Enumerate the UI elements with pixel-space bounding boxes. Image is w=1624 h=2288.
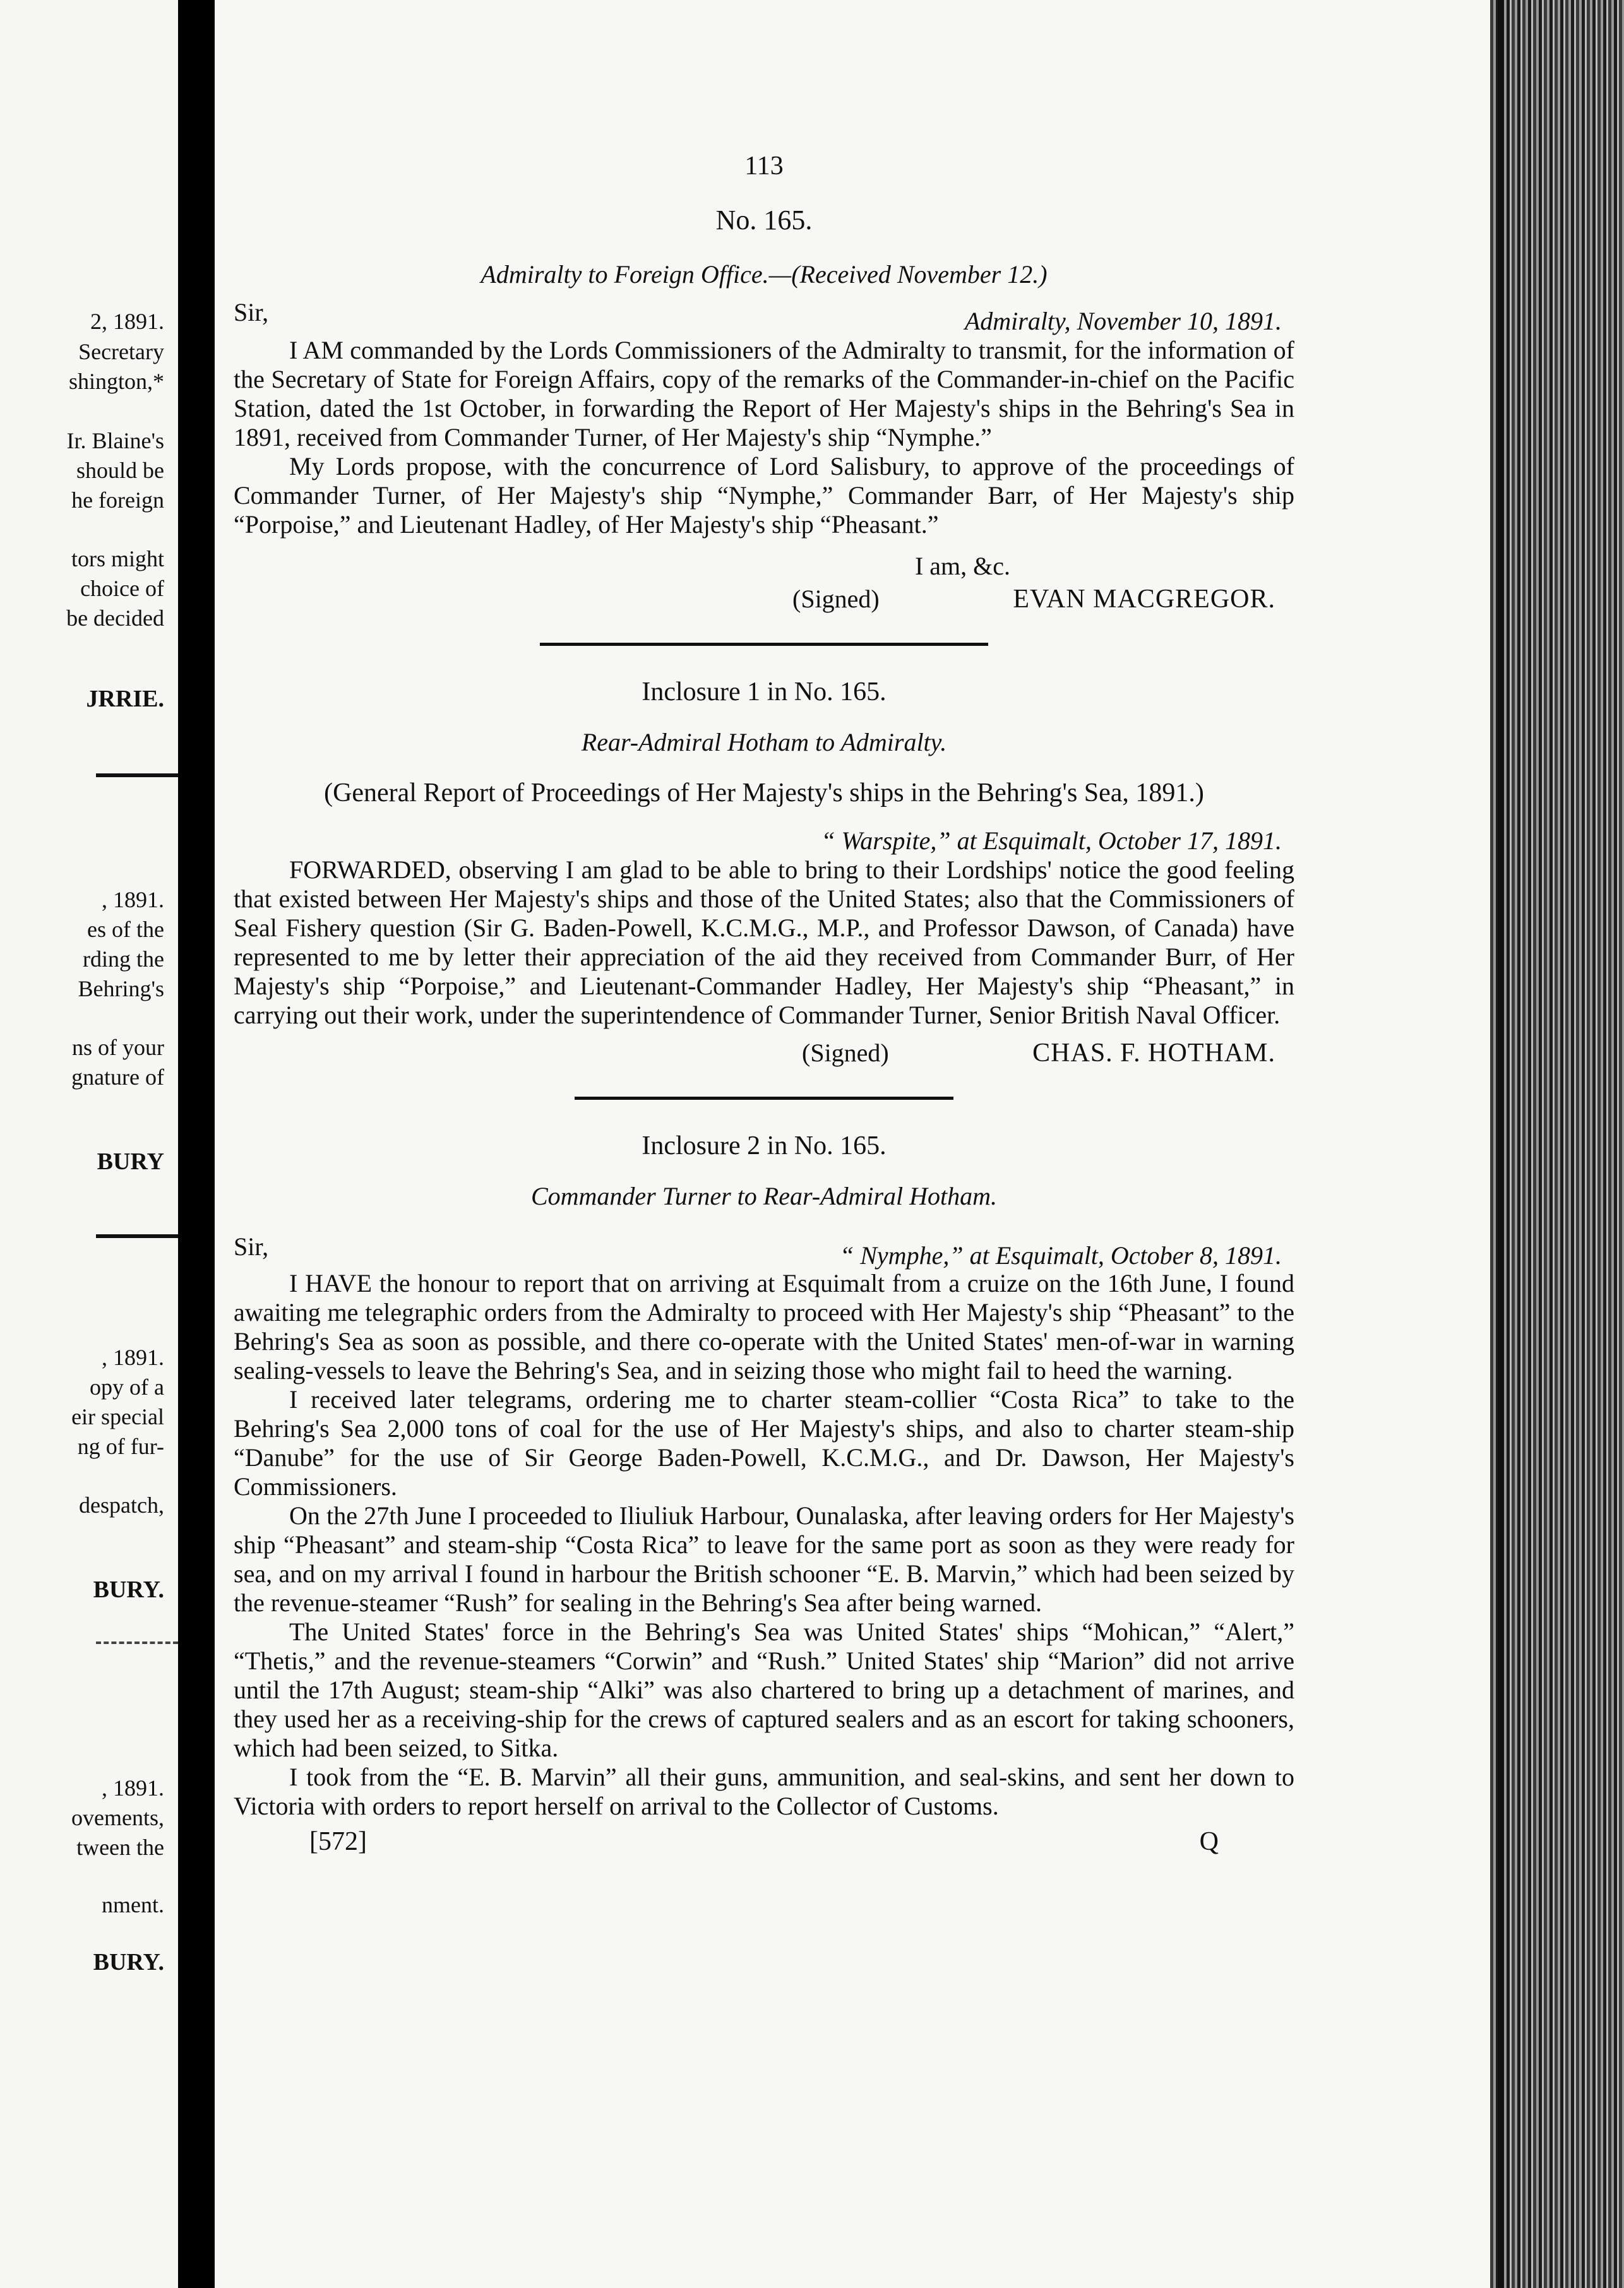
inclosure-heading: Rear-Admiral Hotham to Admiralty. bbox=[581, 728, 947, 756]
print-number: [572] bbox=[309, 1827, 367, 1856]
prev-signature: BURY. bbox=[93, 1576, 164, 1603]
doc165-heading-tail: —(Received November 12.) bbox=[768, 260, 1048, 289]
salutation: Sir, bbox=[234, 298, 269, 326]
doc165-heading-italic: Admiralty to Foreign Office. bbox=[481, 260, 769, 289]
paragraph: FORWARDED, observing I am glad to be able to bring to their Lordships' notice the good feeling that existed between Her Majesty's ships and those of the United States; also that the Commissioners of Seal Fishery question (Sir G. Baden-Powell, K.C.M.G., M.P., and Professor Dawson, of Canada) have represented to me by letter their appreciation of the aid they received from Commander Burr, of Her Majesty's ship “Porpoise,” and Lieutenant-Commander Hadley, Her Majesty's ship “Pheasant,” in carrying out their work, under the superintendence of Commander Turner, Senior British Naval Officer. bbox=[234, 855, 1294, 1029]
paragraph: The United States' force in the Behring's Sea was United States' ships “Mohican,” “Alert,” “Thetis,” and the revenue-steamers “Corwin” and “Rush.” United States' ship “Marion” did not arrive until the 17th August; steam-ship “Alki” was also chartered to bring up a detachment of marines, and they used her as a receiving-ship for the crews of captured sealers and as an escort for taking schooners, which had been seized, to Sitka. bbox=[234, 1618, 1294, 1762]
prev-fragment: he foreign bbox=[71, 487, 164, 513]
previous-page-fragment bbox=[0, 0, 178, 2288]
prev-fragment: es of the bbox=[87, 917, 164, 942]
paragraph: My Lords propose, with the concurrence of Lord Salisbury, to approve of the proceedings of Commander Turner, of Her Majesty's ship “Nymphe,” Commander Barr, of Her Majesty's ship “Porpoise,” and Lieutenant Hadley, of Her Majesty's ship “Pheasant.” bbox=[234, 452, 1294, 539]
prev-fragment: Behring's bbox=[78, 976, 164, 1001]
prev-fragment: nment. bbox=[102, 1892, 164, 1917]
prev-signature: JRRIE. bbox=[86, 686, 164, 712]
dateline-date: at Esquimalt, October 8, 1891. bbox=[963, 1241, 1282, 1270]
paragraph: I HAVE the honour to report that on arriving at Esquimalt from a cruize on the 16th June, I found awaiting me telegraphic orders from the Admiralty to proceed with Her Majesty's ship “Pheasant” to the Behring's Sea as soon as possible, and there co-operate with the United States' men-of-war in warning sealing-vessels to leave the Behring's Sea, and in seizing those who might fail to heed the warning. bbox=[234, 1269, 1294, 1385]
doc165-salutation-line bbox=[234, 298, 1294, 335]
prev-fragment: choice of bbox=[80, 576, 164, 601]
prev-fragment: Ir. Blaine's bbox=[66, 428, 164, 453]
section-rule bbox=[540, 643, 988, 646]
salutation-line bbox=[234, 1232, 1294, 1270]
prev-fragment: should be bbox=[76, 458, 164, 483]
inclosure-title: Inclosure 1 in No. 165. bbox=[642, 677, 887, 706]
page-footer bbox=[234, 1827, 1294, 1859]
document-number: No. 165. bbox=[715, 205, 813, 235]
signed-label: (Signed) bbox=[792, 585, 880, 613]
dateline-place: Admiralty, bbox=[964, 307, 1071, 335]
prev-fragment: rding the bbox=[83, 946, 164, 972]
salutation: Sir, bbox=[234, 1232, 269, 1261]
signature: EVAN MACGREGOR. bbox=[1013, 585, 1275, 614]
dateline bbox=[840, 1241, 1282, 1270]
signature-mark: Q bbox=[1199, 1827, 1219, 1856]
prev-rule bbox=[96, 1234, 178, 1238]
dateline-ship: “ Warspite,” bbox=[821, 826, 951, 855]
closing: I am, &c. bbox=[914, 552, 1010, 580]
prev-fragment: be decided bbox=[66, 605, 164, 631]
prev-fragment: gnature of bbox=[71, 1064, 164, 1090]
prev-signature: BURY. bbox=[93, 1949, 164, 1975]
dateline-date: November 10, 1891. bbox=[1070, 307, 1282, 335]
signed-label: (Signed) bbox=[802, 1039, 889, 1067]
prev-fragment: , 1891. bbox=[102, 1345, 164, 1370]
paragraph: I received later telegrams, ordering me to charter steam-collier “Costa Rica” to take to the Behring's Sea 2,000 tons of coal for the use of Her Majesty's ships, and also to charter steam-ship “Danube” for the use of Sir George Baden-Powell, K.C.M.G., and Dr. Dawson, Her Majesty's Commissioners. bbox=[234, 1385, 1294, 1501]
prev-fragment: tors might bbox=[71, 546, 164, 571]
signature: CHAS. F. HOTHAM. bbox=[1032, 1039, 1275, 1068]
prev-fragment: ns of your bbox=[72, 1035, 164, 1060]
prev-fragment: shington,* bbox=[68, 369, 164, 394]
prev-fragment: 2, 1891. bbox=[90, 309, 164, 334]
dateline-ship: “ Nymphe,” bbox=[840, 1241, 964, 1270]
prev-fragment: tween the bbox=[76, 1835, 164, 1860]
page-content bbox=[234, 152, 1294, 1859]
inclosure-heading: Commander Turner to Rear-Admiral Hotham. bbox=[530, 1182, 998, 1210]
paragraph: I took from the “E. B. Marvin” all their guns, ammunition, and seal-skins, and sent her down to Victoria with orders to report herself on arrival to the Collector of Customs. bbox=[234, 1763, 1294, 1820]
inclosure-title: Inclosure 2 in No. 165. bbox=[642, 1131, 887, 1160]
signature-block bbox=[234, 585, 1294, 616]
prev-fragment: ng of fur- bbox=[77, 1434, 164, 1459]
prev-fragment: despatch, bbox=[79, 1493, 164, 1518]
page-number: 113 bbox=[744, 152, 784, 181]
prev-fragment: Secretary bbox=[78, 339, 164, 364]
page-edges bbox=[1490, 0, 1624, 2288]
prev-fragment: , 1891. bbox=[102, 887, 164, 912]
paragraph: On the 27th June I proceeded to Iliuliuk Harbour, Ounalaska, after leaving orders for Her Majesty's ship “Pheasant” and steam-ship “Costa Rica” to leave for the same port as soon as they were ready for sea, and on my arrival I found in harbour the British schooner “E. B. Marvin,” which had been seized by the revenue-steamer “Rush” for sealing in the Behring's Sea after being warned. bbox=[234, 1501, 1294, 1617]
prev-rule bbox=[96, 1642, 178, 1644]
doc165-heading bbox=[234, 260, 1294, 289]
prev-fragment: ovements, bbox=[71, 1805, 164, 1830]
page-edges-gap bbox=[1498, 0, 1504, 2288]
prev-fragment: eir special bbox=[71, 1404, 164, 1429]
dateline bbox=[234, 826, 1294, 855]
dateline bbox=[965, 307, 1282, 336]
inclosure-subheading: (General Report of Proceedings of Her Majesty's ships in the Behring's Sea, 1891.) bbox=[324, 778, 1204, 807]
paragraph: I AM commanded by the Lords Commissioners of the Admiralty to transmit, for the information of the Secretary of State for Foreign Affairs, copy of the remarks of the Commander-in-chief on the Pacific Station, dated the 1st October, in forwarding the Report of Her Majesty's ships in the Behring's Sea in 1891, received from Commander Turner, of Her Majesty's ship “Nymphe.” bbox=[234, 336, 1294, 451]
prev-fragment: opy of a bbox=[90, 1374, 164, 1400]
signature-block bbox=[234, 1039, 1294, 1070]
prev-rule bbox=[96, 773, 178, 777]
dateline-date: at Esquimalt, October 17, 1891. bbox=[950, 826, 1282, 855]
section-rule bbox=[575, 1097, 953, 1100]
prev-fragment: , 1891. bbox=[102, 1775, 164, 1801]
prev-signature: BURY bbox=[97, 1148, 164, 1175]
